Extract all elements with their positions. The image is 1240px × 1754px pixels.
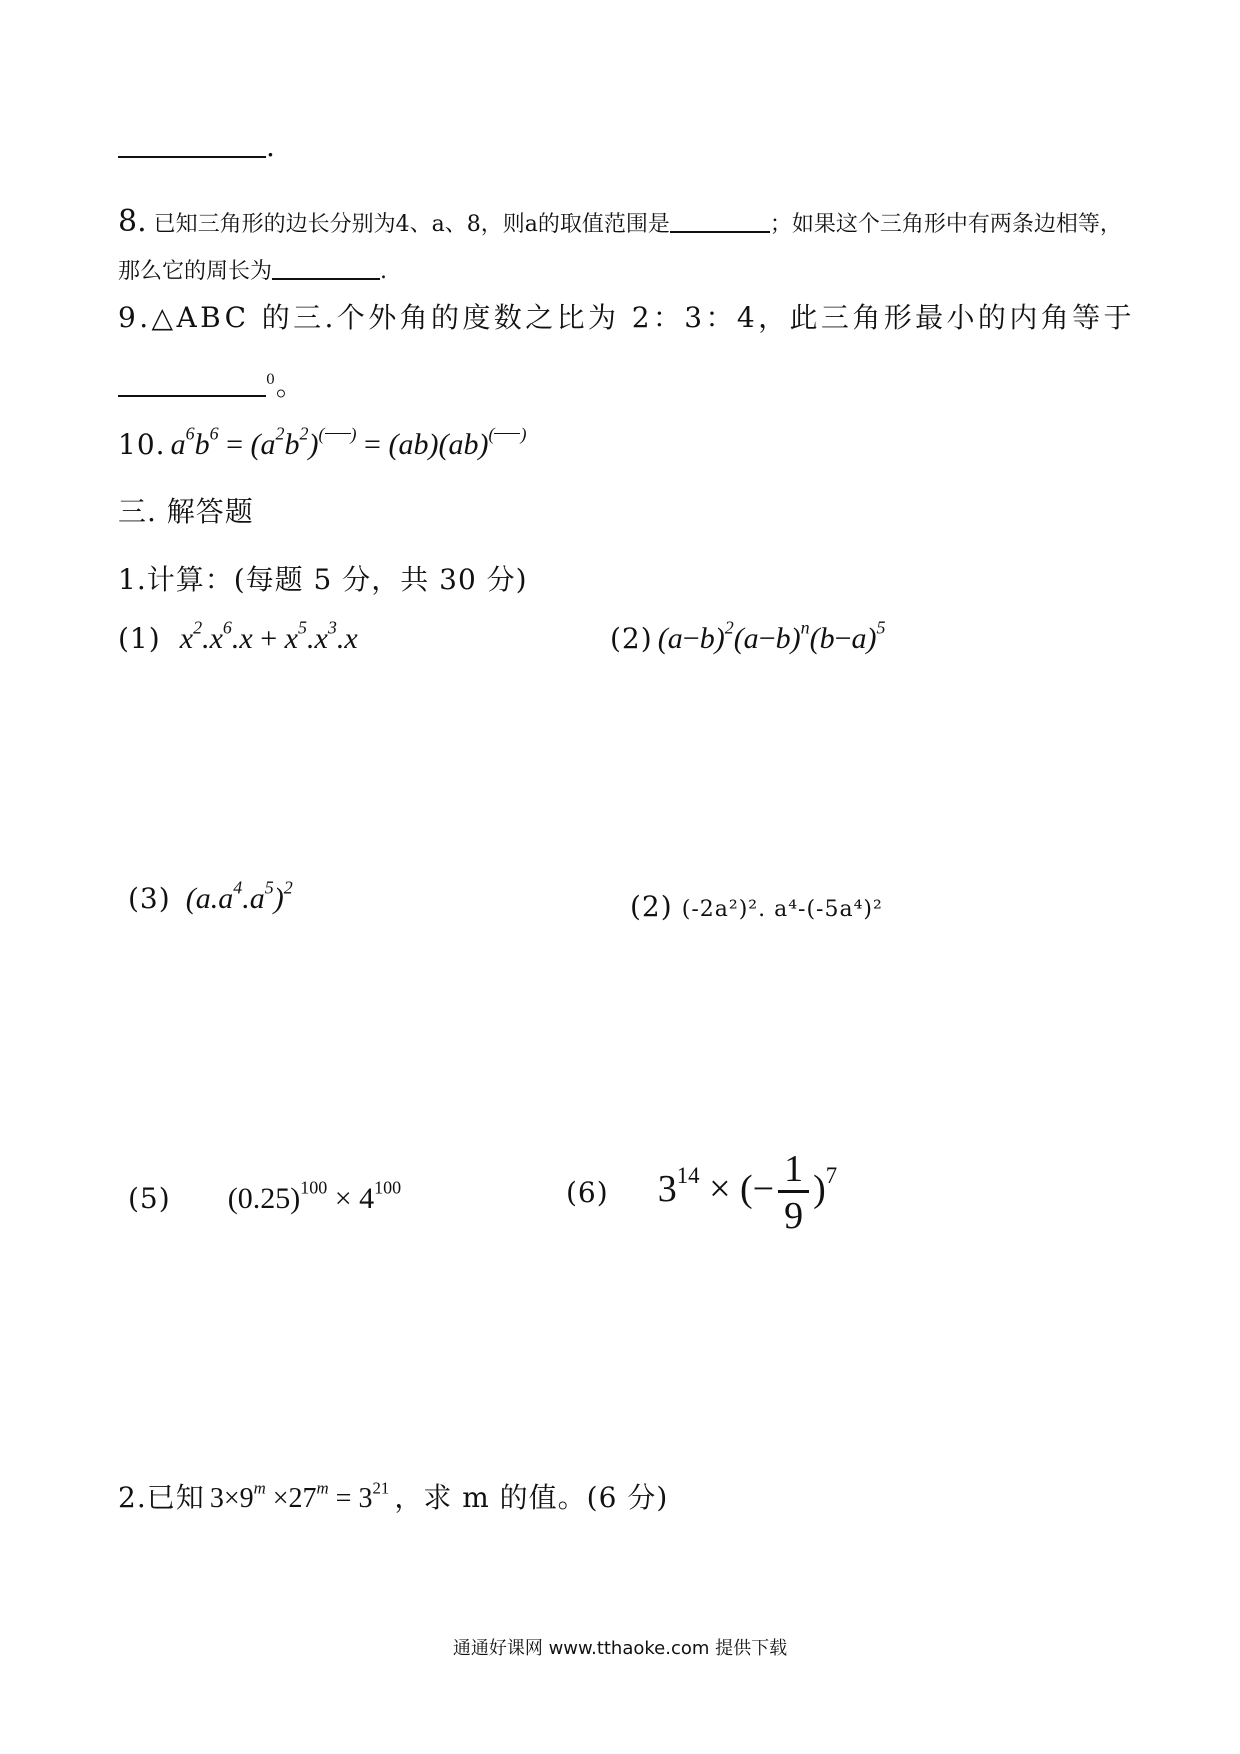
formula-2: $(a-b)^2(a-b)^n(b-a)^5$: [657, 617, 886, 655]
degree-mark: 0: [266, 371, 276, 388]
question-9-line2: $^0$。: [118, 364, 305, 404]
question-8-blank-1: [670, 230, 770, 233]
question-8-text-perimeter: 那么它的周长为: [118, 259, 273, 284]
problem-1-title: 1.计算：(每题 5 分，共 30 分): [118, 563, 528, 596]
question-8-line1: [118, 204, 1122, 239]
section-3-title: 三. 解答题: [118, 495, 254, 528]
problem-2-prefix: 2.已知: [118, 1481, 205, 1514]
formula-6: $3^{14}$ × (− $\frac{1}{9}$ )$^7$: [657, 1148, 838, 1237]
question-10-number: 10.: [118, 428, 166, 461]
question-9-text: 9.△ABC 的三.个外角的度数之比为 2：3：4，此三角形最小的内角等于: [118, 301, 1135, 334]
label-5: (5): [128, 1182, 171, 1215]
formula-1: $x^2.x^6.x + x^5.x^3.x$: [179, 617, 358, 655]
question-8-number: 8.: [118, 204, 147, 239]
question-10-formula: $a^6b^6 = (a^2b^2)^{( )} = (ab)(ab)^{( )}$: [170, 423, 527, 461]
problem-2-suffix: ，求 m 的值。(6 分): [394, 1481, 669, 1514]
question-9-blank: [118, 394, 266, 397]
question-8-text: 已知三角形的边长分别为4、a、8，则a的取值范围是: [153, 212, 670, 237]
problem-2: [118, 1476, 668, 1516]
formula-5: $(0.25)^{100} \times 4^{100}$: [227, 1177, 402, 1215]
question-8-line2: 那么它的周长为 .: [118, 259, 388, 284]
label-3: (3): [128, 882, 171, 915]
question-10: [118, 423, 527, 462]
problem-1-3: [128, 877, 293, 916]
problem-1-4: [630, 890, 883, 923]
formula-4: (-2a²)². a⁴-(-5a⁴)²: [681, 897, 883, 922]
problem-1-1: [118, 617, 358, 656]
answer-blank-top: .: [118, 130, 276, 163]
label-1: (1): [118, 622, 161, 655]
label-2: (2): [610, 622, 653, 655]
label-6: (6): [566, 1176, 609, 1209]
problem-2-formula: $3\times 9^m \times 27^m = 3^{21}$: [209, 1478, 390, 1514]
question-8-text-cont: ；如果这个三角形中有两条边相等，: [769, 212, 1122, 237]
formula-3: $(a.a^4.a^5)^2$: [185, 877, 293, 915]
problem-1-2: [610, 617, 886, 656]
page-footer: 通通好课网 www.tthaoke.com 提供下载: [452, 1638, 788, 1659]
problem-1-6: [566, 1150, 837, 1235]
question-9-line1: [118, 296, 1135, 336]
problem-1-5: [128, 1177, 402, 1216]
label-4: (2): [630, 890, 673, 923]
question-8-blank-2: [272, 277, 380, 280]
